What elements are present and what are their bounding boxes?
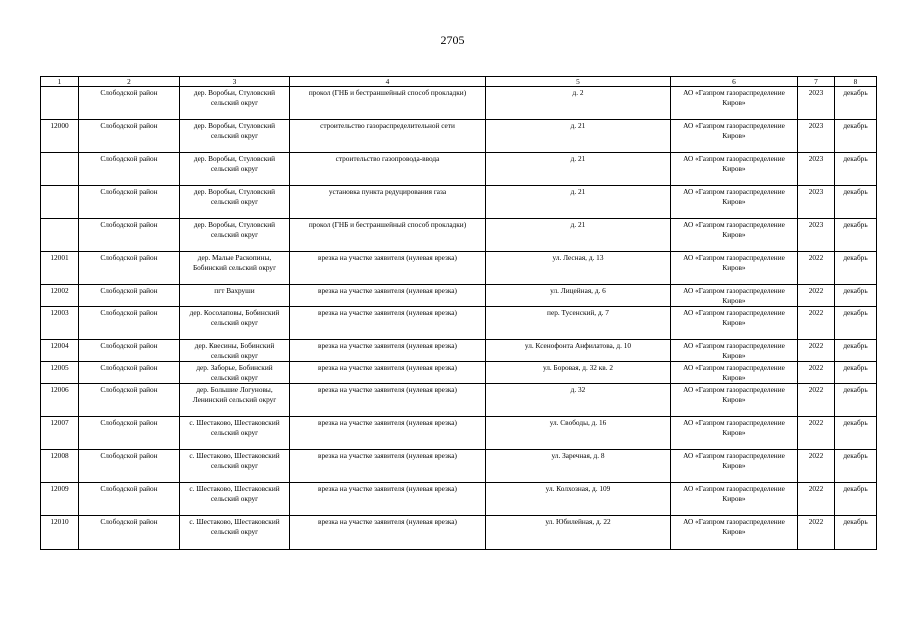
year-cell: 2022 (798, 307, 835, 340)
district-cell: Слободской район (79, 153, 180, 186)
year-cell: 2022 (798, 450, 835, 483)
organization-cell: АО «Газпром газораспределение Киров» (671, 120, 798, 153)
district-cell: Слободской район (79, 483, 180, 516)
address-cell: ул. Боровая, д. 32 кв. 2 (486, 362, 671, 384)
work-type-cell: врезка на участке заявителя (нулевая врезка) (290, 252, 486, 285)
work-type-cell: прокол (ГНБ и бестраншейный способ прокладки) (290, 219, 486, 252)
district-cell: Слободской район (79, 87, 180, 120)
work-type-cell: врезка на участке заявителя (нулевая врезка) (290, 450, 486, 483)
month-cell: декабрь (835, 384, 877, 417)
month-cell: декабрь (835, 219, 877, 252)
month-cell: декабрь (835, 307, 877, 340)
settlement-cell: с. Шестаково, Шестаковский сельский округ (180, 417, 290, 450)
settlement-cell: дер. Большие Логуновы, Ленинский сельский округ (180, 384, 290, 417)
settlement-cell: с. Шестаково, Шестаковский сельский округ (180, 450, 290, 483)
table-row (41, 384, 877, 417)
column-number: 1 (41, 77, 79, 87)
work-type-cell: врезка на участке заявителя (нулевая врезка) (290, 362, 486, 384)
month-cell: декабрь (835, 186, 877, 219)
work-type-cell: врезка на участке заявителя (нулевая врезка) (290, 483, 486, 516)
table-row (41, 87, 877, 120)
work-type-cell: строительство газораспределительной сети (290, 120, 486, 153)
settlement-cell: пгт Вахруши (180, 285, 290, 307)
organization-cell: АО «Газпром газораспределение Киров» (671, 340, 798, 362)
organization-cell: АО «Газпром газораспределение Киров» (671, 186, 798, 219)
month-cell: декабрь (835, 285, 877, 307)
month-cell: декабрь (835, 483, 877, 516)
organization-cell: АО «Газпром газораспределение Киров» (671, 87, 798, 120)
settlement-cell: дер. Малые Раскопины, Бобинский сельский округ (180, 252, 290, 285)
table-row (41, 417, 877, 450)
address-cell: д. 21 (486, 153, 671, 186)
district-cell: Слободской район (79, 285, 180, 307)
work-type-cell: врезка на участке заявителя (нулевая врезка) (290, 340, 486, 362)
organization-cell: АО «Газпром газораспределение Киров» (671, 362, 798, 384)
column-number: 6 (671, 77, 798, 87)
column-number: 8 (835, 77, 877, 87)
record-number-cell (41, 87, 79, 120)
month-cell: декабрь (835, 516, 877, 550)
table-row (41, 120, 877, 153)
address-cell: ул. Колхозная, д. 109 (486, 483, 671, 516)
year-cell: 2022 (798, 285, 835, 307)
district-cell: Слободской район (79, 186, 180, 219)
record-number-cell (41, 219, 79, 252)
district-cell: Слободской район (79, 307, 180, 340)
month-cell: декабрь (835, 362, 877, 384)
work-type-cell: врезка на участке заявителя (нулевая врезка) (290, 384, 486, 417)
month-cell: декабрь (835, 153, 877, 186)
record-number-cell: 12005 (41, 362, 79, 384)
address-cell: д. 21 (486, 219, 671, 252)
organization-cell: АО «Газпром газораспределение Киров» (671, 252, 798, 285)
settlement-cell: дер. Воробьи, Стуловский сельский округ (180, 87, 290, 120)
column-number: 7 (798, 77, 835, 87)
table-row (41, 285, 877, 307)
address-cell: д. 21 (486, 186, 671, 219)
column-number: 3 (180, 77, 290, 87)
district-cell: Слободской район (79, 252, 180, 285)
record-number-cell: 12000 (41, 120, 79, 153)
year-cell: 2023 (798, 87, 835, 120)
address-cell: ул. Лицейная, д. 6 (486, 285, 671, 307)
table-row (41, 307, 877, 340)
record-number-cell (41, 153, 79, 186)
district-cell: Слободской район (79, 417, 180, 450)
year-cell: 2023 (798, 219, 835, 252)
organization-cell: АО «Газпром газораспределение Киров» (671, 450, 798, 483)
district-cell: Слободской район (79, 219, 180, 252)
record-number-cell: 12006 (41, 384, 79, 417)
address-cell: ул. Свободы, д. 16 (486, 417, 671, 450)
year-cell: 2023 (798, 120, 835, 153)
table-row (41, 340, 877, 362)
record-number-cell: 12009 (41, 483, 79, 516)
settlement-cell: дер. Косолаповы, Бобинский сельский округ (180, 307, 290, 340)
address-cell: ул. Юбилейная, д. 22 (486, 516, 671, 550)
page-number: 2705 (440, 33, 465, 47)
address-cell: д. 21 (486, 120, 671, 153)
table-row (41, 186, 877, 219)
year-cell: 2023 (798, 186, 835, 219)
settlement-cell: дер. Воробьи, Стуловский сельский округ (180, 120, 290, 153)
year-cell: 2022 (798, 483, 835, 516)
table-row (41, 219, 877, 252)
address-cell: ул. Заречная, д. 8 (486, 450, 671, 483)
record-number-cell (41, 186, 79, 219)
year-cell: 2022 (798, 252, 835, 285)
work-type-cell: врезка на участке заявителя (нулевая врезка) (290, 307, 486, 340)
district-cell: Слободской район (79, 120, 180, 153)
organization-cell: АО «Газпром газораспределение Киров» (671, 417, 798, 450)
settlement-cell: с. Шестаково, Шестаковский сельский округ (180, 483, 290, 516)
record-number-cell: 12004 (41, 340, 79, 362)
address-cell: ул. Лесная, д. 13 (486, 252, 671, 285)
table-row (41, 483, 877, 516)
district-cell: Слободской район (79, 362, 180, 384)
address-cell: д. 2 (486, 87, 671, 120)
month-cell: декабрь (835, 87, 877, 120)
settlement-cell: дер. Квесины, Бобинский сельский округ (180, 340, 290, 362)
address-cell: д. 32 (486, 384, 671, 417)
work-type-cell: строительство газопровода-ввода (290, 153, 486, 186)
settlement-cell: дер. Воробьи, Стуловский сельский округ (180, 186, 290, 219)
table-row (41, 516, 877, 550)
record-number-cell: 12010 (41, 516, 79, 550)
month-cell: декабрь (835, 252, 877, 285)
record-number-cell: 12001 (41, 252, 79, 285)
column-number: 5 (486, 77, 671, 87)
address-cell: ул. Ксенофонта Анфилатова, д. 10 (486, 340, 671, 362)
table-row (41, 450, 877, 483)
district-cell: Слободской район (79, 450, 180, 483)
organization-cell: АО «Газпром газораспределение Киров» (671, 153, 798, 186)
table-row (41, 153, 877, 186)
year-cell: 2022 (798, 362, 835, 384)
organization-cell: АО «Газпром газораспределение Киров» (671, 384, 798, 417)
year-cell: 2022 (798, 384, 835, 417)
work-type-cell: врезка на участке заявителя (нулевая врезка) (290, 285, 486, 307)
month-cell: декабрь (835, 120, 877, 153)
settlement-cell: дер. Заборье, Бобинский сельский округ (180, 362, 290, 384)
work-type-cell: установка пункта редуцирования газа (290, 186, 486, 219)
year-cell: 2022 (798, 417, 835, 450)
table-row (41, 252, 877, 285)
table-body (41, 77, 877, 550)
settlement-cell: с. Шестаково, Шестаковский сельский округ (180, 516, 290, 550)
year-cell: 2023 (798, 153, 835, 186)
column-number: 4 (290, 77, 486, 87)
year-cell: 2022 (798, 340, 835, 362)
district-cell: Слободской район (79, 516, 180, 550)
district-cell: Слободской район (79, 340, 180, 362)
register-table (40, 76, 877, 550)
organization-cell: АО «Газпром газораспределение Киров» (671, 285, 798, 307)
year-cell: 2022 (798, 516, 835, 550)
record-number-cell: 12003 (41, 307, 79, 340)
record-number-cell: 12008 (41, 450, 79, 483)
organization-cell: АО «Газпром газораспределение Киров» (671, 219, 798, 252)
organization-cell: АО «Газпром газораспределение Киров» (671, 307, 798, 340)
organization-cell: АО «Газпром газораспределение Киров» (671, 516, 798, 550)
district-cell: Слободской район (79, 384, 180, 417)
table-row (41, 362, 877, 384)
record-number-cell: 12007 (41, 417, 79, 450)
record-number-cell: 12002 (41, 285, 79, 307)
work-type-cell: врезка на участке заявителя (нулевая врезка) (290, 417, 486, 450)
column-number: 2 (79, 77, 180, 87)
organization-cell: АО «Газпром газораспределение Киров» (671, 483, 798, 516)
column-number-row (41, 77, 877, 87)
month-cell: декабрь (835, 450, 877, 483)
settlement-cell: дер. Воробьи, Стуловский сельский округ (180, 219, 290, 252)
settlement-cell: дер. Воробьи, Стуловский сельский округ (180, 153, 290, 186)
work-type-cell: прокол (ГНБ и бестраншейный способ прокладки) (290, 87, 486, 120)
month-cell: декабрь (835, 417, 877, 450)
work-type-cell: врезка на участке заявителя (нулевая врезка) (290, 516, 486, 550)
month-cell: декабрь (835, 340, 877, 362)
address-cell: пер. Тусенский, д. 7 (486, 307, 671, 340)
